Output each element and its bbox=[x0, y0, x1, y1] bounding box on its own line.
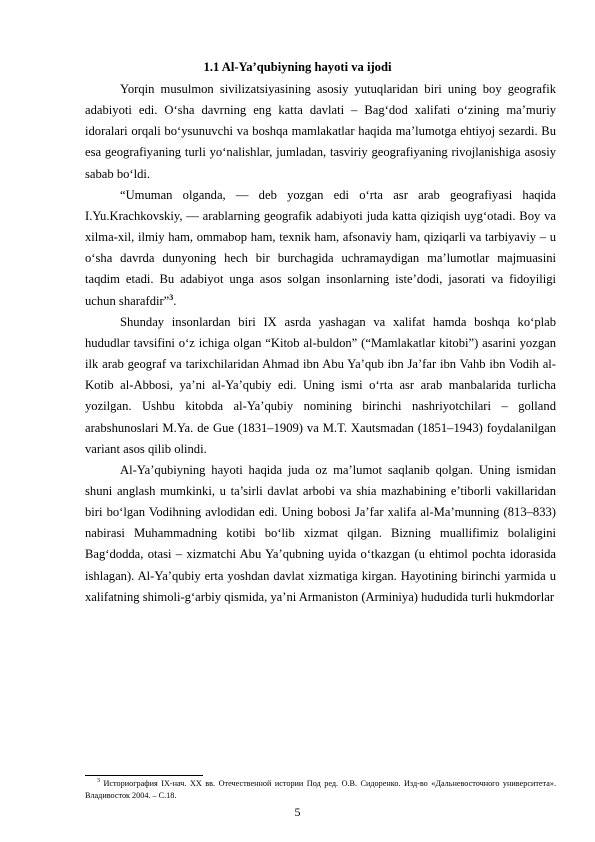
paragraph-3-text: Shunday insonlardan biri IX asrda yashagan va xalifat hamda boshqa ko‘plab hududlar tavsifini o‘z ichiga olgan “Kitob al-buldon” (“Mamlakatlar kitobi”) asarini yozgan ilk arab geograf va tarixchilaridan Ahmad ibn Abu Ya’qub ibn Ja’far ibn Vahb ibn Vodih al-Kotib al-Abbosi, ya’ni al-Ya’qubiy edi. Uning ismi o‘rta asr arab manbalarida turlicha yozilgan. Ushbu kitobda al-Ya’qubiy nomining birinchi nashriyotchilari – golland arabshunoslari M.Ya. de Gue (1831–1909) va M.T. Xautsmadan (1851–1943) foydalanilgan variant asos qilib olindi. bbox=[85, 314, 556, 456]
footnote-marker: 3 bbox=[97, 778, 100, 784]
footnote-text: Историография IX-нач. XX вв. Отечественной истории Под ред. О.В. Сидоренко. Изд-во «Дальневосточного университета». Владивосток 2004. – С.18. bbox=[85, 779, 557, 800]
paragraph-1 bbox=[85, 79, 556, 185]
paragraph-4 bbox=[85, 460, 556, 608]
section-heading: 1.1 Al-Ya’qubiyning hayoti va ijodi bbox=[203, 60, 392, 74]
footnote-divider bbox=[85, 775, 203, 776]
footnote-reference[interactable]: 3 bbox=[169, 292, 174, 302]
paragraph-1-text: Yorqin musulmon sivilizatsiyasining asosiy yutuqlaridan biri uning boy geografik adabiyoti edi. O‘sha davrning eng katta davlati – Bag‘dod xalifati o‘zining ma’muriy idoralari orqali bo‘ysunuvchi va boshqa mamlakatlar haqida ma’lumotga ehtiyoj sezardi. Bu esa geografiyaning turli yo‘nalishlar, jumladan, tasviriy geografiyaning rivojlanishiga asosiy sabab bo‘ldi. bbox=[85, 82, 556, 181]
footnote bbox=[85, 778, 556, 802]
paragraph-4-text: Al-Ya’qubiyning hayoti haqida juda oz ma’lumot saqlanib qolgan. Uning ismidan shuni anglash mumkinki, u ta’sirli davlat arbobi va shia mazhabining e’tiborli vakillaridan biri bo‘lgan Vodihning avlodidan edi. Uning bobosi Ja’far xalifa al-Ma’munning (813–833) nabirasi Muhammadning kotibi bo‘lib xizmat qilgan. Bizning muallifimiz bolaligini Bag‘dodda, otasi – xizmatchi Abu Ya’qubning uyida o‘tkazgan (u ehtimol pochta idorasida ishlagan). Al-Ya’qubiy erta yoshdan davlat xizmatiga kirgan. Hayotining birinchi yarmida u xalifatning shimoli-g‘arbiy qismida, ya’ni Armaniston (Arminiya) hududida turli hukmdorlar bbox=[85, 462, 556, 604]
paragraph-2: “Umuman olganda, — deb yozgan edi o‘rta asr arab geografiyasi haqida I.Yu.Krachkovskiy, — arablarning geografik adabiyoti juda katta qiziqish uyg‘otadi. Boy va xilma-xil, ilmiy ham, ommabop ham, texnik ham, afsonaviy ham, qiziqarli va tarbiyaviy – u o‘sha davrda dunyoning hech bir burchagida uchramaydigan ma’lumotlar majmuasini taqdim etadi. Bu adabiyot unga asos solgan insonlarning iste’dodi, jasorati va fidoyiligi uchun sharafdir”$^3$. bbox=[85, 187, 556, 308]
page-number: 5 bbox=[294, 805, 301, 819]
paragraph-3 bbox=[85, 312, 556, 460]
paragraph-2-text: “Umuman olganda, — deb yozgan edi o‘rta asr arab geografiyasi haqida I.Yu.Krachkovskiy, — arablarning geografik adabiyoti juda katta qiziqish uyg‘otadi. Boy va xilma-xil, ilmiy ham, ommabop ham, texnik ham, afsonaviy ham, qiziqarli va tarbiyaviy – u o‘sha davrda dunyoning hech bir burchagida uchramaydigan ma’lumotlar majmuasini taqdim etadi. Bu adabiyot unga asos solgan insonlarning iste’dodi, jasorati va fidoyiligi uchun sharafdir” bbox=[85, 187, 556, 308]
body-text bbox=[85, 79, 556, 608]
